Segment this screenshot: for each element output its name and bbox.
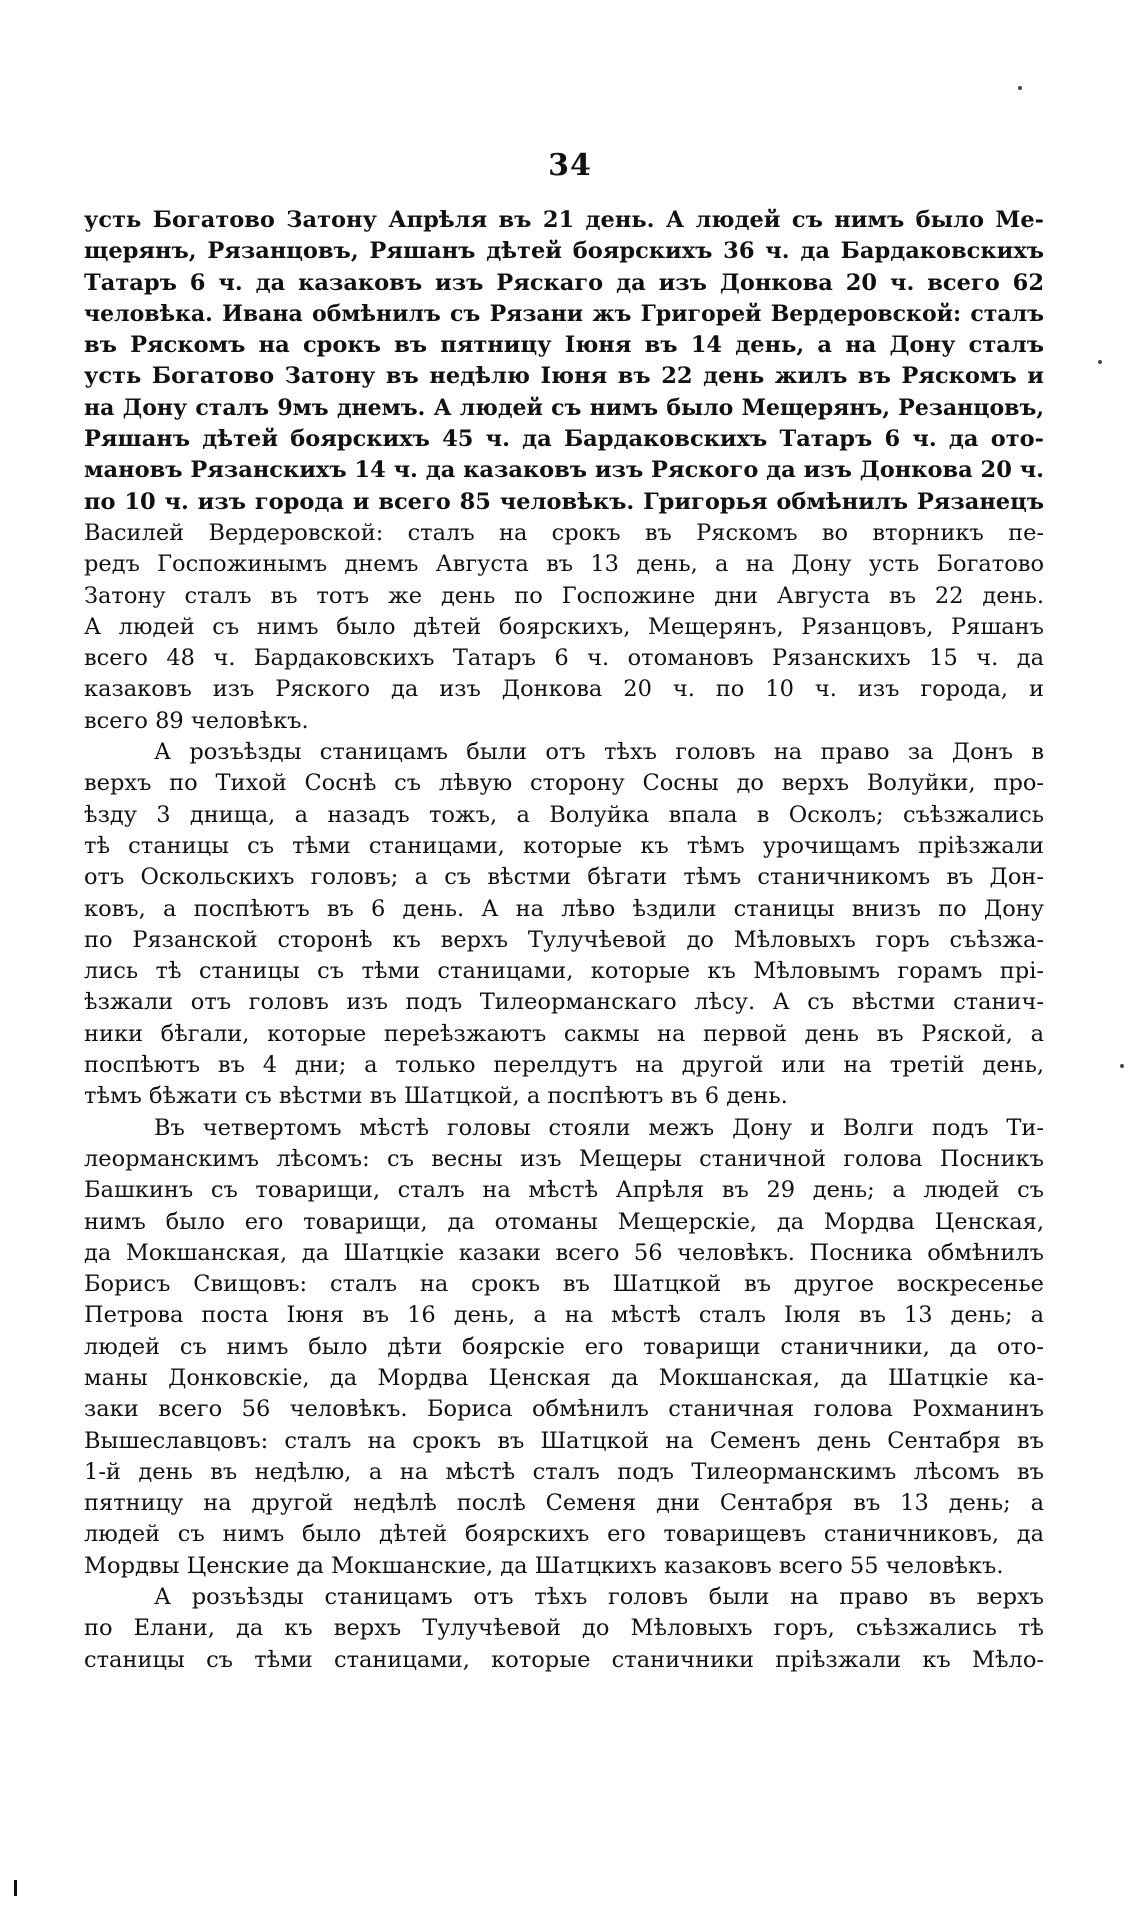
text-line: ники бѣгали, которые переѣзжаютъ сакмы на первой день въ Ряской, а — [84, 1020, 1044, 1047]
text-line: А розъѣзды станицамъ отъ тѣхъ головъ были на право въ верхъ — [154, 1584, 1044, 1611]
text-line: пятницу на другой недѣлѣ послѣ Семеня дни Сентабря въ 13 день; а — [84, 1490, 1044, 1517]
text-line: людей съ нимъ было дѣти боярскіе его товарищи станичники, да ото- — [84, 1333, 1044, 1360]
text-line: мановъ Рязанскихъ 14 ч. да казаковъ изъ Ряского да изъ Донкова 20 ч. — [84, 457, 1044, 484]
text-line: Вышеславцовъ: сталъ на срокъ въ Шатцкой на Семенъ день Сентабря въ — [84, 1427, 1044, 1454]
text-line: усть Богатово Затону Апрѣля въ 21 день. А людей съ нимъ было Ме- — [84, 207, 1044, 233]
page-number: 34 — [548, 148, 592, 183]
text-line: маны Донковскіе, да Мордва Ценская да Мокшанская, да Шатцкіе ка- — [84, 1364, 1044, 1391]
text-line: отъ Оскольскихъ головъ; а съ вѣстми бѣгати тѣмъ станичникомъ въ Дон- — [84, 864, 1044, 891]
text-line: станицы съ тѣми станицами, которые станичники пріѣзжали къ Мѣло- — [84, 1646, 1044, 1673]
text-line: тѣмъ бѣжати съ вѣстми въ Шатцкой, а поспѣютъ въ 6 день. — [84, 1083, 788, 1110]
text-line: Ряшанъ дѣтей боярскихъ 45 ч. да Бардаковскихъ Татаръ 6 ч. да ото- — [84, 426, 1044, 453]
text-line: ковъ, а поспѣютъ въ 6 день. А на лѣво ѣздили станицы внизъ по Дону — [84, 895, 1044, 922]
text-line: человѣка. Ивана обмѣнилъ съ Рязани жъ Григорей Вердеровской: сталъ — [84, 300, 1044, 327]
text-line: людей съ нимъ было дѣтей боярскихъ его товарищевъ станичниковъ, да — [84, 1521, 1044, 1548]
text-line: казаковъ изъ Ряского да изъ Донкова 20 ч. по 10 ч. изъ города, и — [84, 676, 1044, 703]
text-line: по Рязанской сторонѣ къ верхъ Тулучѣевой до Мѣловыхъ горъ съѣзжа- — [84, 926, 1044, 953]
text-line: верхъ по Тихой Соснѣ съ лѣвую сторону Сосны до верхъ Волуйки, про- — [84, 770, 1044, 797]
text-line: 1-й день въ недѣлю, а на мѣстѣ сталъ подъ Тилеорманскимъ лѣсомъ въ — [84, 1458, 1044, 1485]
text-line: да Мокшанская, да Шатцкіе казаки всего 56 человѣкъ. Посника обмѣнилъ — [84, 1239, 1044, 1266]
scan-speck — [1098, 360, 1102, 364]
text-line: Петрова поста Іюня въ 16 день, а на мѣстѣ сталъ Іюля въ 13 день; а — [84, 1302, 1044, 1329]
margin-mark — [14, 1880, 17, 1896]
text-line: А розъѣзды станицамъ были отъ тѣхъ головъ на право за Донъ в — [154, 739, 1044, 766]
text-line: нимъ было его товарищи, да отоманы Мещерскіе, да Мордва Ценская, — [84, 1208, 1044, 1235]
text-line: Башкинъ съ товарищи, сталъ на мѣстѣ Апрѣля въ 29 день; а людей съ — [84, 1177, 1044, 1204]
text-line: заки всего 56 человѣкъ. Бориса обмѣнилъ станичная голова Рохманинъ — [84, 1396, 1044, 1423]
scan-speck — [1120, 1064, 1124, 1068]
text-line: ѣзду 3 днища, а назадъ тожъ, а Волуйка впала в Осколъ; съѣзжались — [84, 801, 1044, 828]
text-line: ѣзжали отъ головъ изъ подъ Тилеорманскаго лѣсу. А съ вѣстми станич- — [84, 989, 1044, 1016]
text-line: на Дону сталъ 9мъ днемъ. А людей съ нимъ было Мещерянъ, Резанцовъ, — [84, 394, 1044, 421]
text-line: тѣ станицы съ тѣми станицами, которые къ тѣмъ урочищамъ пріѣзжали — [84, 832, 1044, 859]
text-line: Въ четвертомъ мѣстѣ головы стояли межъ Дону и Волги подъ Ти- — [154, 1114, 1044, 1141]
text-line: Татаръ 6 ч. да казаковъ изъ Ряскаго да изъ Донкова 20 ч. всего 62 — [84, 269, 1044, 296]
text-line: лись тѣ станицы съ тѣми станицами, которые къ Мѣловымъ горамъ прі- — [84, 958, 1044, 985]
text-line: Мордвы Ценские да Мокшанские, да Шатцкихъ казаковъ всего 55 человѣкъ. — [84, 1552, 1004, 1579]
text-line: Борисъ Свищовъ: сталъ на срокъ въ Шатцкой въ другое воскресенье — [84, 1271, 1044, 1298]
scan-speck — [1018, 86, 1022, 90]
text-line: Василей Вердеровской: сталъ на срокъ въ Ряскомъ во вторникъ пе- — [84, 519, 1044, 546]
text-line: усть Богатово Затону въ недѣлю Іюня въ 22 день жилъ въ Ряскомъ и — [84, 363, 1044, 390]
body-text — [84, 205, 1044, 1676]
text-line: А людей съ нимъ было дѣтей боярскихъ, Мещерянъ, Рязанцовъ, Ряшанъ — [84, 613, 1044, 640]
text-line: по 10 ч. изъ города и всего 85 человѣкъ. Григорья обмѣнилъ Рязанецъ — [84, 488, 1044, 515]
text-line: всего 89 человѣкъ. — [84, 707, 309, 734]
text-line: по Елани, да къ верхъ Тулучѣевой до Мѣловыхъ горъ, съѣзжались тѣ — [84, 1615, 1044, 1642]
text-line: редъ Госпожинымъ днемъ Августа въ 13 день, а на Дону усть Богатово — [84, 551, 1044, 578]
text-line: поспѣютъ въ 4 дни; а только перелдутъ на другой или на третій день, — [84, 1052, 1044, 1079]
text-line: щерянъ, Рязанцовъ, Ряшанъ дѣтей боярскихъ 36 ч. да Бардаковскихъ — [84, 238, 1044, 265]
text-line: Затону сталъ въ тотъ же день по Госпожине дни Августа въ 22 день. — [84, 582, 1044, 609]
text-line: всего 48 ч. Бардаковскихъ Татаръ 6 ч. отомановъ Рязанскихъ 15 ч. да — [84, 645, 1044, 672]
text-line: леорманскимъ лѣсомъ: съ весны изъ Мещеры станичной голова Посникъ — [84, 1145, 1044, 1172]
text-line: въ Ряскомъ на срокъ въ пятницу Іюня въ 14 день, а на Дону сталъ — [84, 332, 1044, 359]
